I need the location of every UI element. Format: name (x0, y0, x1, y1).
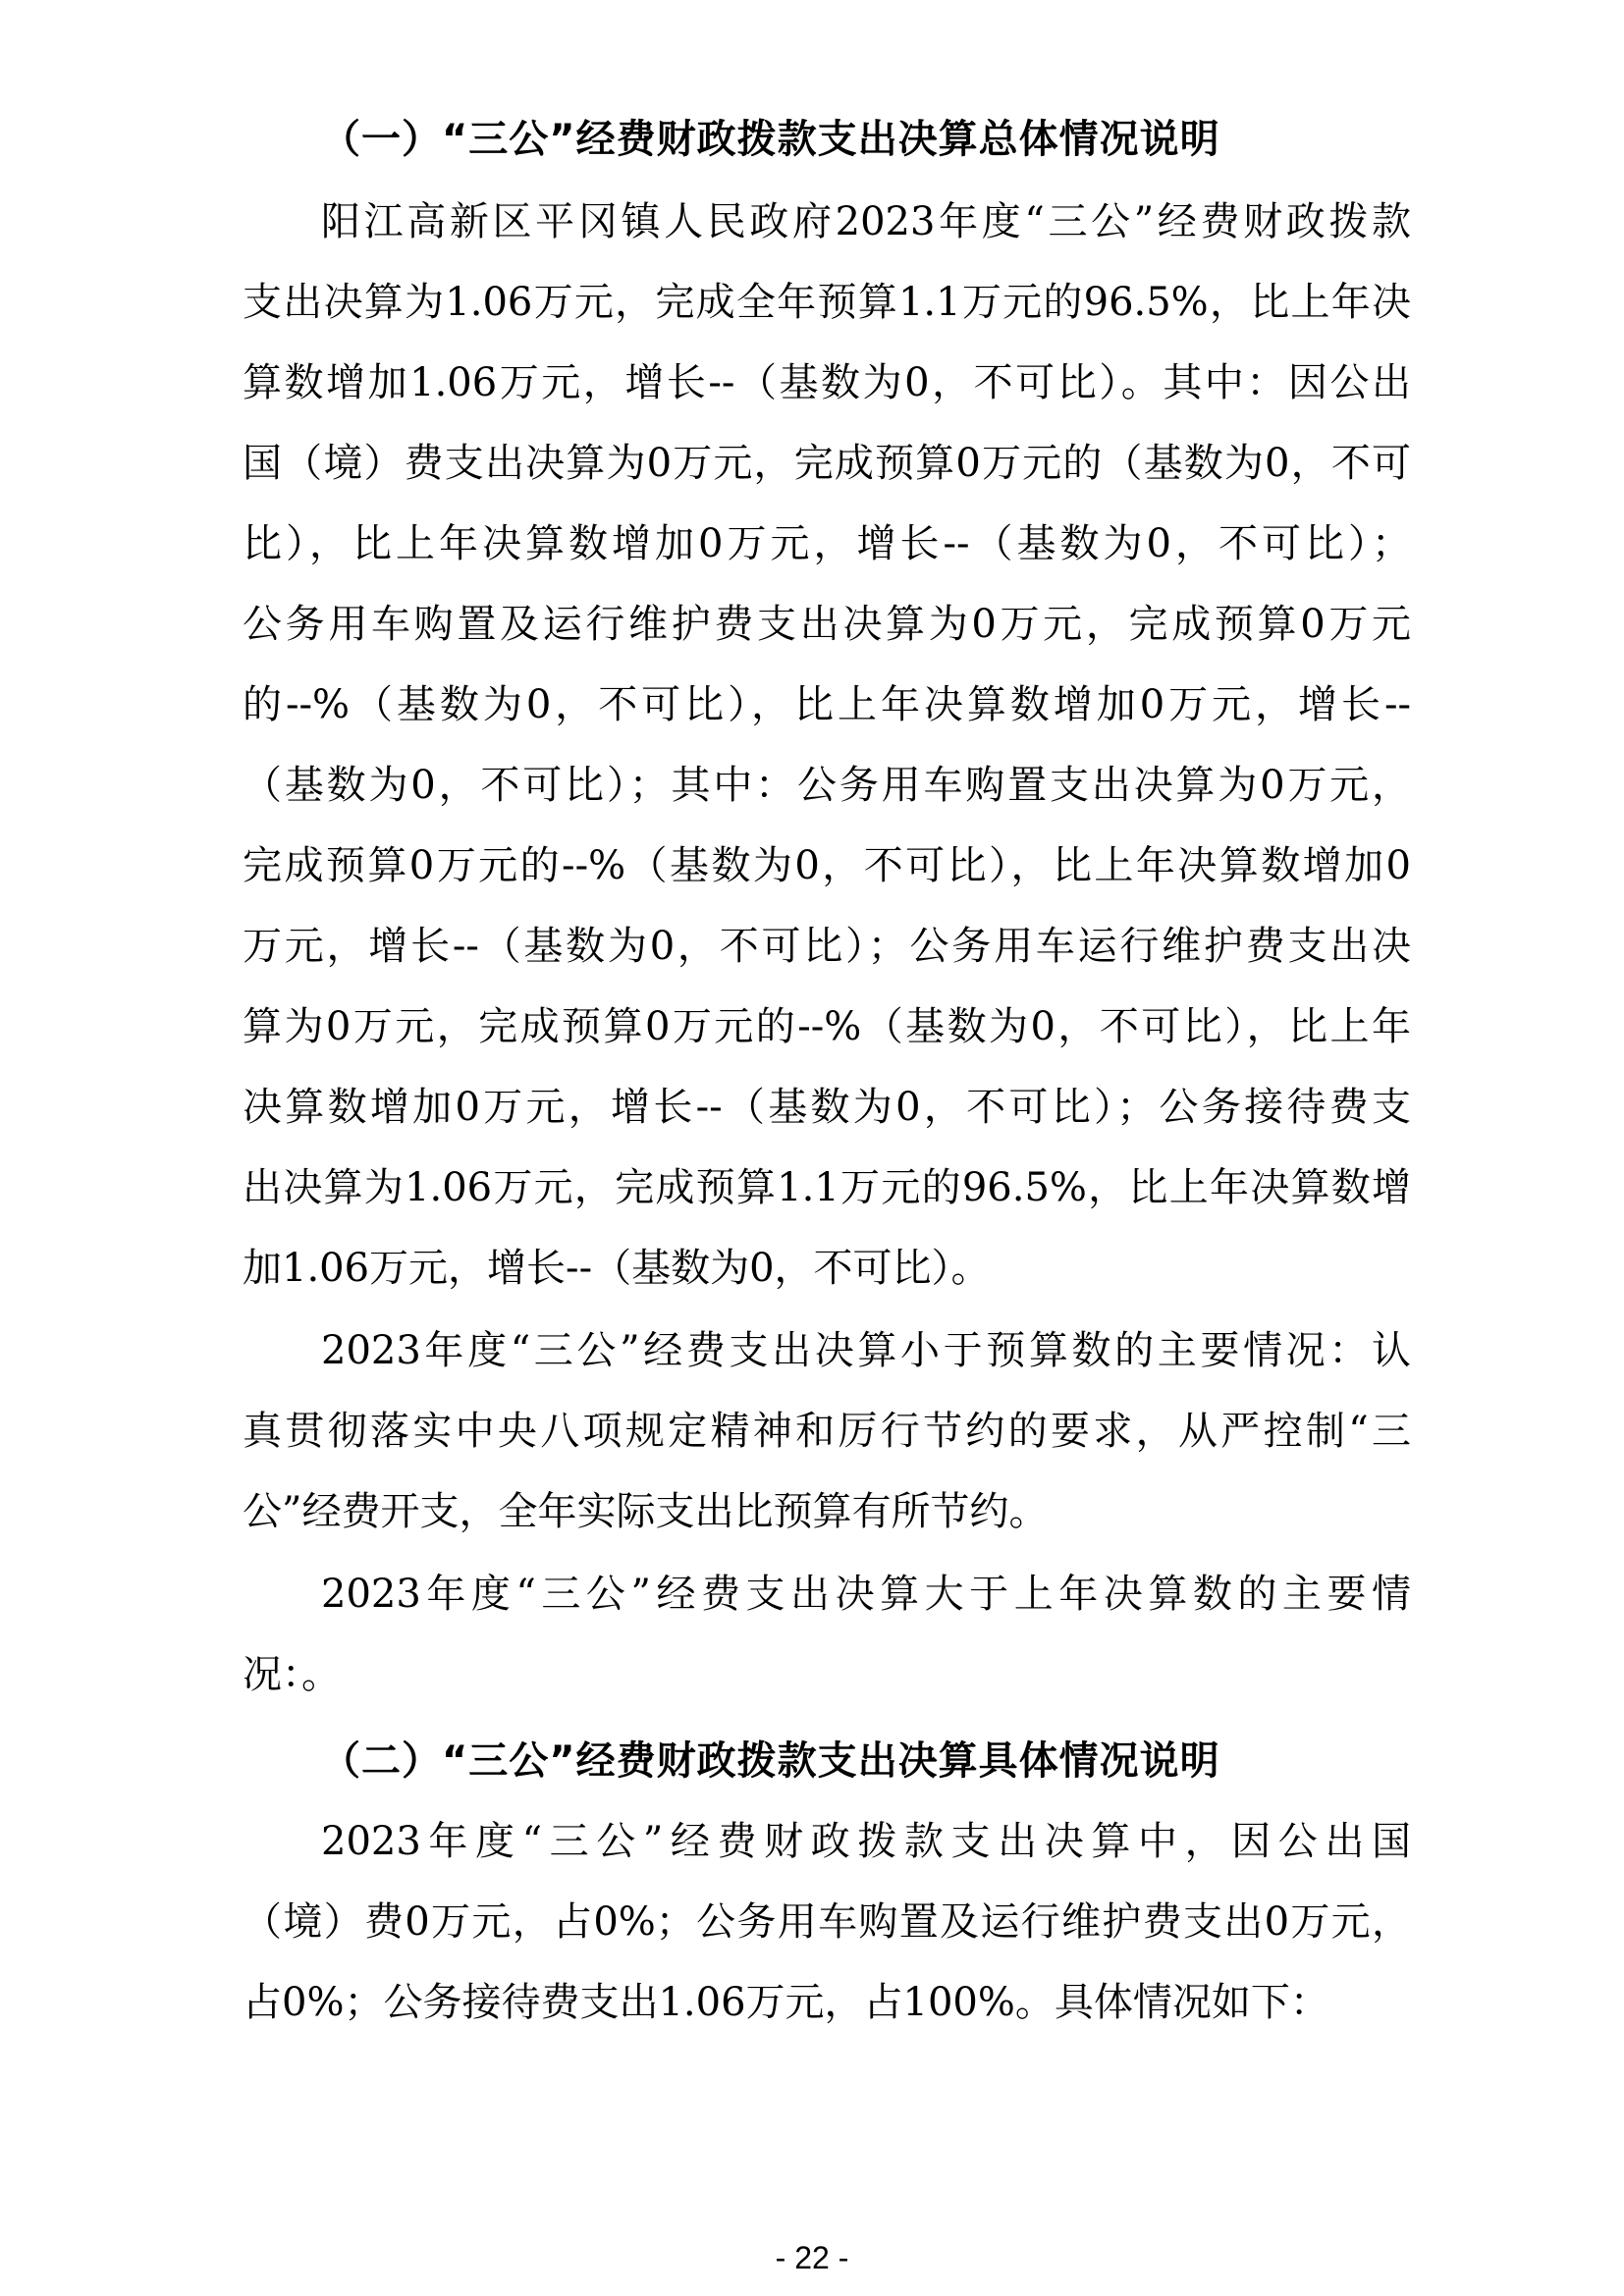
paragraph-line: 加1.06万元，增长--（基数为0，不可比）。 (243, 1246, 991, 1291)
paragraph-line: 阳江高新区平冈镇人民政府2023年度“三公”经费财政拨款 (321, 199, 1411, 244)
paragraph-line: （基数为0，不可比）；其中：公务用车购置支出决算为0万元， (243, 763, 1411, 808)
section-2-heading: （二）“三公”经费财政拨款支出决算具体情况说明 (321, 1738, 1220, 1784)
paragraph-line: 公”经费开支，全年实际支出比预算有所节约。 (243, 1489, 1049, 1534)
paragraph-line: （境）费0万元，占0%；公务用车购置及运行维护费支出0万元， (243, 1899, 1411, 1945)
paragraph-line: 国（境）费支出决算为0万元，完成预算0万元的（基数为0，不可 (243, 441, 1411, 486)
paragraph-line: 公务用车购置及运行维护费支出决算为0万元，完成预算0万元 (243, 602, 1411, 647)
paragraph-line: 2023年度“三公”经费财政拨款支出决算中，因公出国 (321, 1819, 1411, 1864)
paragraph-line: 真贯彻落实中央八项规定精神和厉行节约的要求，从严控制“三 (243, 1409, 1411, 1454)
paragraph-line: 支出决算为1.06万元，完成全年预算1.1万元的96.5%，比上年决 (243, 280, 1411, 325)
paragraph-line: 比），比上年决算数增加0万元，增长--（基数为0，不可比）； (243, 521, 1411, 566)
paragraph-line: 况：。 (243, 1652, 341, 1697)
page-number: - 22 - (775, 2240, 849, 2275)
paragraph-line: 出决算为1.06万元，完成预算1.1万元的96.5%，比上年决算数增 (243, 1165, 1411, 1210)
paragraph-line: 万元，增长--（基数为0，不可比）；公务用车运行维护费支出决 (243, 924, 1411, 969)
paragraph-line: 占0%；公务接待费支出1.06万元，占100%。具体情况如下： (243, 1980, 1329, 2025)
paragraph-line: 决算数增加0万元，增长--（基数为0，不可比）；公务接待费支 (243, 1085, 1411, 1130)
paragraph-line: 完成预算0万元的--%（基数为0，不可比），比上年决算数增加0 (243, 843, 1411, 888)
paragraph-line: 2023年度“三公”经费支出决算小于预算数的主要情况：认 (321, 1328, 1411, 1373)
section-1-heading: （一）“三公”经费财政拨款支出决算总体情况说明 (321, 117, 1220, 162)
paragraph-line: 的--%（基数为0，不可比），比上年决算数增加0万元，增长-- (243, 682, 1411, 727)
paragraph-line: 算数增加1.06万元，增长--（基数为0，不可比）。其中：因公出 (243, 360, 1411, 405)
paragraph-line: 算为0万元，完成预算0万元的--%（基数为0，不可比），比上年 (243, 1004, 1411, 1049)
paragraph-line: 2023年度“三公”经费支出决算大于上年决算数的主要情 (321, 1572, 1411, 1617)
